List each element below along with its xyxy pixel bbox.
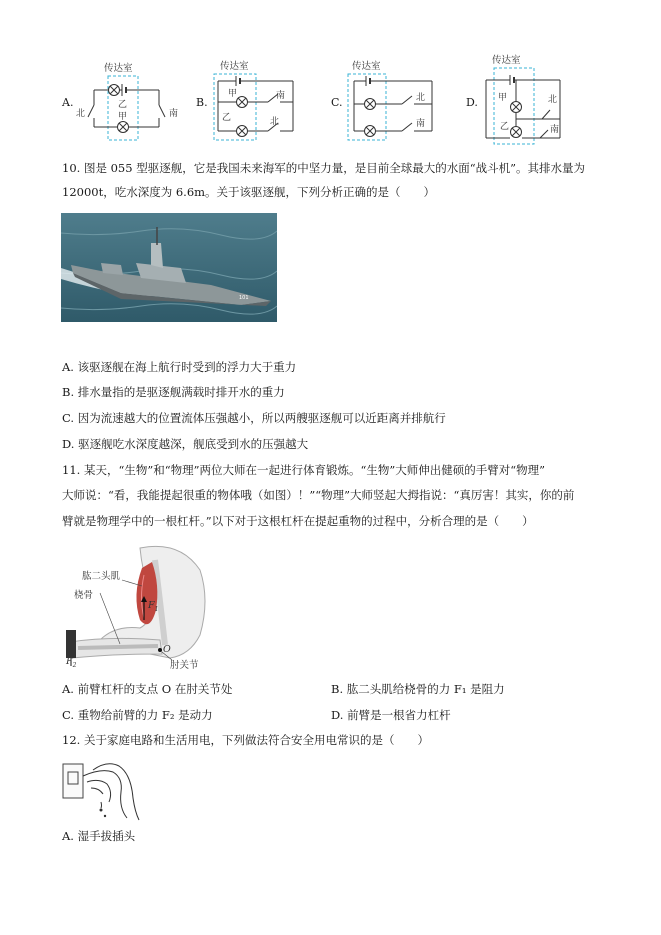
svg-text:传达室: 传达室 [352, 61, 381, 72]
q10-option-b: B. 排水量指的是驱逐舰满载时排开水的重力 [62, 385, 285, 399]
fig-f2-label: $F_2$ [66, 656, 77, 669]
fig-o-label: O [163, 644, 171, 655]
weight-icon [66, 630, 76, 658]
q11-option-b: B. 肱二头肌给桡骨的力 F₁ 是阻力 [331, 682, 505, 696]
switch-north-icon [402, 96, 412, 104]
option-d-label: D. [466, 96, 478, 109]
q11-stem-line1: 11. 某天，“生物”和“物理”两位大师在一起进行体育锻炼。“生物”大师伸出健硕的手臂对“物理” [62, 463, 545, 477]
fig-f1-label: $F_1$ [148, 600, 159, 613]
option-b-label: B. [196, 96, 208, 109]
svg-text:北: 北 [416, 93, 426, 103]
svg-text:南: 南 [169, 109, 179, 119]
fig-biceps-label: 肱二头肌 [82, 571, 121, 582]
fig-elbow-label: 肘关节 [170, 660, 199, 671]
circuit-b-diagram [208, 58, 308, 146]
svg-text:传达室: 传达室 [492, 55, 521, 66]
svg-text:南: 南 [550, 125, 560, 135]
hull-number-text: 101 [239, 295, 249, 301]
svg-text:乙: 乙 [222, 113, 232, 123]
switch-south-icon [540, 130, 548, 138]
svg-text:南: 南 [416, 119, 426, 129]
svg-text:甲: 甲 [228, 89, 238, 99]
circuit-a-diagram [74, 60, 184, 145]
water-drop-icon [100, 809, 103, 812]
q10-stem-line1: 10. 图是 055 型驱逐舰，它是我国未来海军的中坚力量，是目前全球最大的水面“战斗机”。其排水量为 [62, 161, 585, 175]
circuit-c-diagram [344, 58, 444, 146]
q11-stem-line3: 臂就是物理学中的一根杠杆。”以下对于这根杠杆在提起重物的过程中，分析合理的是（ ） [62, 514, 534, 528]
fig-radius-label: 桡骨 [74, 590, 94, 601]
lamp-jia-icon [118, 122, 129, 133]
lamp-yi-icon [511, 127, 522, 138]
switch-north-icon [88, 105, 94, 117]
destroyer-photo [61, 213, 277, 322]
svg-text:甲: 甲 [118, 112, 128, 122]
q12-option-a: A. 湿手拔插头 [62, 829, 136, 843]
room-label: 传达室 [104, 63, 133, 74]
q10-option-d: D. 驱逐舰吃水深度越深，舰底受到水的压强越大 [62, 437, 309, 451]
q11-option-c: C. 重物给前臂的力 F₂ 是动力 [62, 708, 213, 722]
lamp-jia-icon [511, 102, 522, 113]
q10-stem-line2: 12000t，吃水深度为 6.6m。关于该驱逐舰，下列分析正确的是（ ） [62, 185, 436, 199]
lamp-jia-icon [237, 97, 248, 108]
svg-text:传达室: 传达室 [220, 61, 249, 72]
q10-option-c: C. 因为流速越大的位置流体压强越小，所以两艘驱逐舰可以近距离并排航行 [62, 411, 446, 425]
svg-text:乙: 乙 [500, 122, 510, 132]
hand-icon [93, 764, 139, 820]
svg-text:乙: 乙 [118, 100, 128, 110]
socket-icon [63, 764, 83, 798]
arm-lever-figure [60, 540, 220, 670]
switch-north-icon [542, 110, 550, 119]
svg-text:北: 北 [76, 109, 86, 119]
q12-stem: 12. 关于家庭电路和生活用电，下列做法符合安全用电常识的是（ ） [62, 733, 429, 747]
pivot-o-point [158, 648, 162, 652]
switch-south-icon [402, 123, 412, 131]
q10-option-a: A. 该驱逐舰在海上航行时受到的浮力大于重力 [62, 360, 297, 374]
switch-south-icon [159, 105, 165, 117]
lamp-jia-icon [365, 99, 376, 110]
lamp-yi-icon [365, 126, 376, 137]
q11-stem-line2: 大师说：“看，我能提起很重的物体哦（如图）！”“物理”大师竖起大拇指说：“真厉害！其实，你的前 [62, 488, 575, 502]
svg-text:北: 北 [270, 117, 280, 127]
svg-text:北: 北 [548, 95, 558, 105]
option-c-label: C. [331, 96, 343, 109]
lamp-yi-icon [237, 126, 248, 137]
svg-text:甲: 甲 [498, 93, 508, 103]
circuit-d-diagram [478, 52, 578, 148]
wet-hand-plug-figure [61, 758, 141, 822]
q11-option-a: A. 前臂杠杆的支点 O 在肘关节处 [62, 682, 233, 696]
q11-option-d: D. 前臂是一根省力杠杆 [331, 708, 451, 722]
lamp-yi-icon [109, 85, 120, 96]
option-a-label: A. [62, 96, 74, 109]
svg-text:南: 南 [276, 91, 286, 101]
